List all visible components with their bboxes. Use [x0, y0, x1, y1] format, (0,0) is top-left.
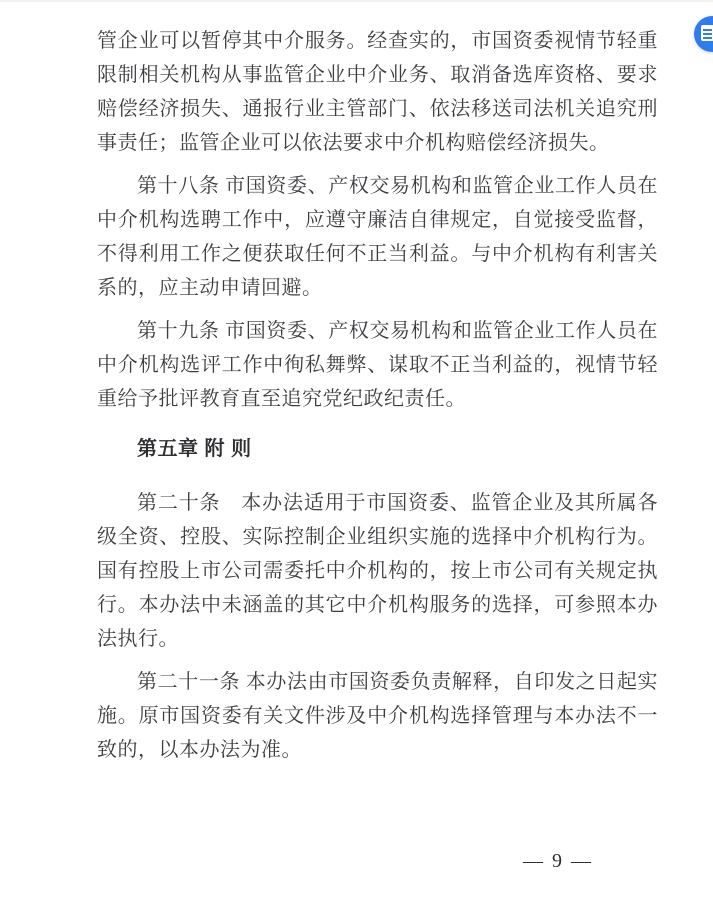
body-paragraph-continuation: 管企业可以暂停其中介服务。经查实的，市国资委视情节轻重限制相关机构从事监管企业中介业务、取消备选库资格、要求赔偿经济损失、通报行业主管部门、依法移送司法机关追究刑事责任；监管企业可以依法要求中介机构赔偿经济损失。	[97, 30, 658, 154]
body-paragraph-article-21: 第二十一条 本办法由市国资委负责解释，自印发之日起实施。原市国资委有关文件涉及中介机构选择管理与本办法不一致的，以本办法为准。	[97, 671, 658, 761]
chapter-heading: 第五章 附 则	[137, 438, 252, 460]
document-lines-icon	[701, 25, 713, 41]
floating-action-button[interactable]	[694, 16, 713, 52]
document-body	[97, 24, 658, 776]
body-paragraph-article-18: 第十八条 市国资委、产权交易机构和监管企业工作人员在中介机构选聘工作中，应遵守廉洁自律规定，自觉接受监督，不得利用工作之便获取任何不正当利益。与中介机构有利害关系的，应主动申请回避。	[97, 175, 658, 299]
page-number: — 9 —	[523, 850, 593, 872]
body-paragraph-article-19: 第十九条 市国资委、产权交易机构和监管企业工作人员在中介机构选评工作中徇私舞弊、谋取不正当利益的，视情节轻重给予批评教育直至追究党纪政纪责任。	[97, 320, 658, 410]
body-paragraph-article-20: 第二十条 本办法适用于市国资委、监管企业及其所属各级全资、控股、实际控制企业组织实施的选择中介机构行为。国有控股上市公司需委托中介机构的，按上市公司有关规定执行。本办法中未涵盖的其它中介机构服务的选择，可参照本办法执行。	[97, 492, 658, 650]
